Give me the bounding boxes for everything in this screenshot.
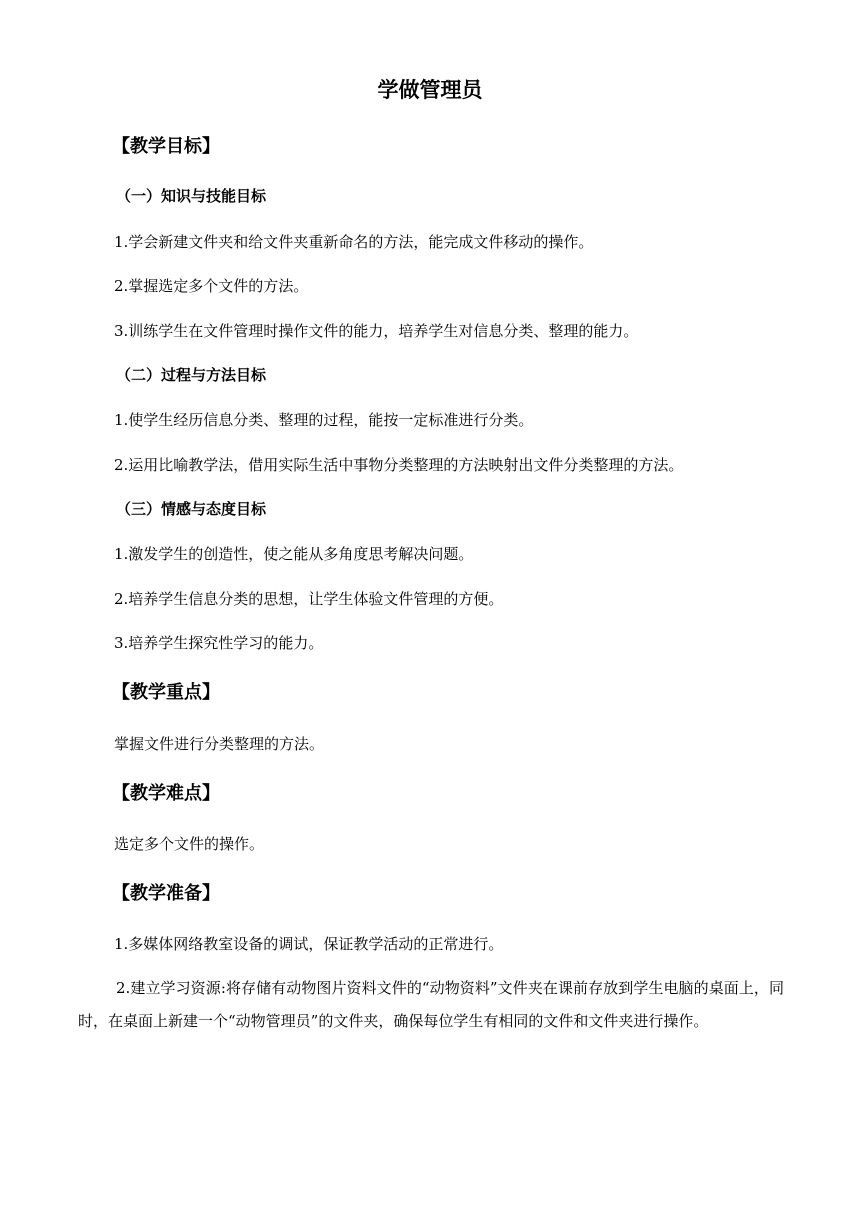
document-title: 学做管理员 [377, 78, 483, 102]
goal-item: 3.训练学生在文件管理时操作文件的能力，培养学生对信息分类、整理的能力。 [114, 322, 639, 340]
section-heading-difficulty: 【教学难点】 [112, 783, 220, 804]
goal-item: 2.掌握选定多个文件的方法。 [114, 277, 309, 295]
preparation-paragraph: 2.建立学习资源:将存储有动物图片资料文件的“动物资料”文件夹在课前存放到学生电脑的桌面上，同时，在桌面上新建一个“动物管理员”的文件夹，确保每位学生有相同的文件和文件夹进行操作。 [78, 979, 784, 1030]
goal-item: 2.运用比喻教学法，借用实际生活中事物分类整理的方法映射出文件分类整理的方法。 [114, 456, 684, 474]
section-heading-preparation: 【教学准备】 [112, 883, 220, 904]
goal-item: 2.培养学生信息分类的思想，让学生体验文件管理的方便。 [114, 590, 504, 608]
difficulty-text: 选定多个文件的操作。 [114, 835, 265, 853]
section-heading-keypoint: 【教学重点】 [112, 682, 220, 703]
goal-item: 1.学会新建文件夹和给文件夹重新命名的方法，能完成文件移动的操作。 [114, 233, 594, 251]
goal-item: 1.激发学生的创造性，使之能从多角度思考解决问题。 [114, 545, 474, 563]
subsection-heading-emotion-attitude: （三）情感与态度目标 [116, 500, 267, 518]
subsection-heading-knowledge-skills: （一）知识与技能目标 [116, 187, 267, 205]
subsection-heading-process-method: （二）过程与方法目标 [116, 366, 267, 384]
goal-item: 3.培养学生探究性学习的能力。 [114, 634, 324, 652]
preparation-item: 1.多媒体网络教室设备的调试，保证教学活动的正常进行。 [114, 935, 504, 953]
goal-item: 1.使学生经历信息分类、整理的过程，能按一定标准进行分类。 [114, 411, 534, 429]
section-heading-goals: 【教学目标】 [112, 136, 220, 157]
keypoint-text: 掌握文件进行分类整理的方法。 [114, 735, 325, 753]
